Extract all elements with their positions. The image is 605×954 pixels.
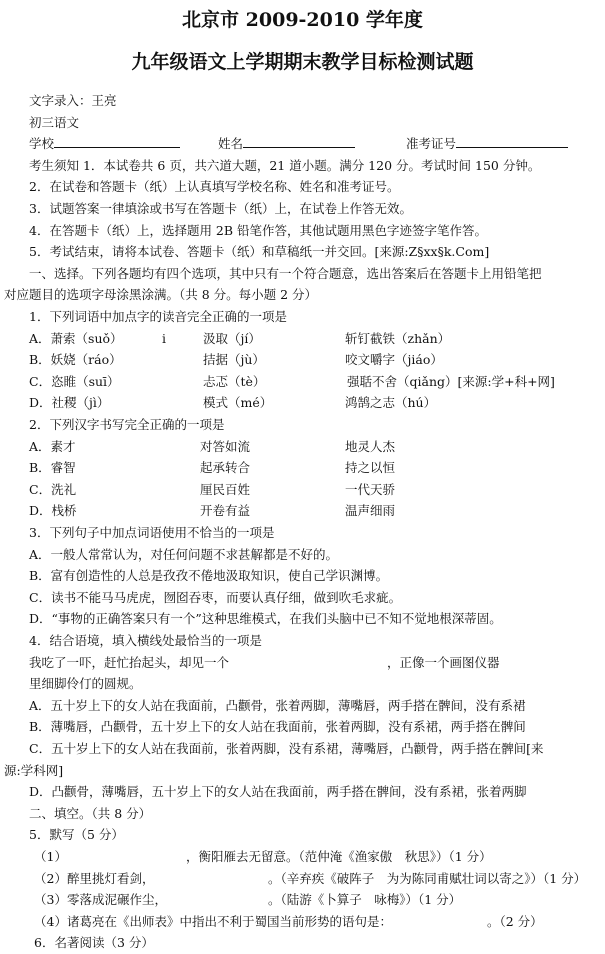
exam-number-label: 准考证号 — [406, 136, 457, 152]
entry-credit: 文字录入：王亮 — [29, 93, 117, 108]
exam-title-line2: 九年级语文上学期期末教学目标检测试题 — [131, 51, 474, 73]
q4-option-c: C．五十岁上下的女人站在我面前，张着两脚，没有系裙，薄嘴唇，凸颧骨，两手搭在髀间[来 — [29, 741, 544, 756]
notice-item: 考生须知 1．本试卷共 6 页，共六道大题，21 道小题。满分 120 分。考试时间 150 分钟。 — [29, 157, 541, 173]
q1-stem: 1．下列词语中加点字的读音完全正确的一项是 — [29, 309, 287, 324]
school-label: 学校 — [29, 136, 55, 152]
q5-item-3: （3）零落成泥碾作尘， 。（陆游《卜算子 咏梅》）（1 分） — [34, 892, 462, 908]
q2-option-b: B．睿智 起承转合 持之以恒 — [29, 460, 396, 476]
q5-item-4: （4）诸葛亮在《出师表》中指出不利于蜀国当前形势的语句是： 。（2 分） — [34, 913, 543, 929]
q3-option-b: B．富有创造性的人总是孜孜不倦地汲取知识，使自己学识渊博。 — [29, 568, 389, 584]
q5-stem: 5．默写（5 分） — [29, 827, 124, 843]
section2-heading: 二、填空。（共 8 分） — [29, 805, 152, 821]
exam-title-line1: 北京市 2009-2010 学年度 — [182, 9, 423, 31]
q3-option-c: C．读书不能马马虎虎，囫囵吞枣，而要认真仔细，做到吹毛求疵。 — [29, 589, 402, 605]
notice-item: 4．在答题卡（纸）上，选择题用 2B 铅笔作答，其他试题用黑色字迹签字笔作答。 — [29, 222, 488, 238]
q4-context-cont: 里细脚伶仃的圆规。 — [29, 676, 142, 692]
notice-item: 2．在试卷和答题卡（纸）上认真填写学校名称、姓名和准考证号。 — [29, 179, 400, 195]
q5-item-2: （2）醉里挑灯看剑， 。（辛弃疾《破阵子 为为陈同甫赋壮词以寄之》）（1 分） — [34, 870, 587, 886]
q4-option-b: B．薄嘴唇，凸颧骨，五十岁上下的女人站在我面前，张着两脚，没有系裙，两手搭在髀间 — [29, 719, 526, 735]
q5-item-1: （1） ，衡阳雁去无留意。（范仲淹《渔家傲 秋思》）（1 分） — [34, 849, 492, 864]
q3-stem: 3．下列句子中加点词语使用不恰当的一项是 — [29, 525, 275, 540]
q1-option-c: C．恣睢（suī） 忐忑（tè） 强聒不舍（qiǎng）[来源:学+科+网] — [29, 373, 555, 389]
section1-heading: 一、选择。下列各题均有四个选项，其中只有一个符合题意，选出答案后在答题卡上用铅笔把 — [29, 265, 542, 281]
q4-context: 我吃了一吓，赶忙抬起头，却见一个 ，正像一个画图仪器 — [29, 654, 500, 670]
q2-option-c: C．洗礼 厘民百姓 一代天骄 — [29, 481, 396, 497]
school-field[interactable] — [29, 133, 54, 155]
q3-option-d: D．“事物的正确答案只有一个”这种思维模式，在我们头脑中已不知不觉地根深蒂固。 — [29, 611, 502, 627]
notice-item: 5．考试结束，请将本试卷、答题卡（纸）和草稿纸一并交回。[来源:Z§xx§k.Com] — [29, 244, 490, 260]
q4-option-d: D．凸颧骨，薄嘴唇，五十岁上下的女人站在我面前，两手搭在髀间，没有系裙，张着两脚 — [29, 784, 527, 800]
grade-line — [0, 112, 605, 134]
grade-subject: 初三语文 — [29, 114, 80, 130]
q1-option-b: B．妖娆（ráo） 拮据（jù） 咬文嚼字（jiáo） — [29, 352, 443, 368]
q2-option-a: A．素才 对答如流 地灵人杰 — [29, 438, 396, 454]
name-label: 姓名 — [218, 136, 244, 152]
exam-number-field[interactable] — [406, 133, 456, 155]
student-info-line — [0, 133, 605, 155]
q4-stem: 4．结合语境，填入横线处最恰当的一项是 — [29, 633, 262, 648]
q2-stem: 2．下列汉字书写完全正确的一项是 — [29, 417, 225, 432]
q3-option-a: A．一般人常常认为，对任何问题不求甚解都是不好的。 — [29, 546, 339, 562]
section1-heading-cont: 对应题目的选项字母涂黑涂满。（共 8 分。每小题 2 分） — [4, 287, 318, 303]
notice-item: 3．试题答案一律填涂或书写在答题卡（纸）上，在试卷上作答无效。 — [29, 201, 412, 216]
q1-option-a: A．萧索（suǒ） i 汲取（jí） 斩钉截铁（zhǎn） — [29, 330, 451, 346]
q4-option-c-cont: 源:学科网] — [4, 762, 64, 778]
q1-option-d: D．社稷（jì） 模式（mé） 鸿鹄之志（hú） — [29, 395, 437, 411]
q4-option-a: A．五十岁上下的女人站在我面前，凸颧骨，张着两脚，薄嘴唇，两手搭在髀间，没有系裙 — [29, 697, 526, 713]
name-field[interactable] — [218, 133, 243, 155]
entry-line — [0, 90, 605, 112]
q6-stem: 6．名著阅读（3 分） — [34, 935, 154, 951]
q2-option-d: D．栈桥 开卷有益 温声细雨 — [29, 503, 396, 519]
